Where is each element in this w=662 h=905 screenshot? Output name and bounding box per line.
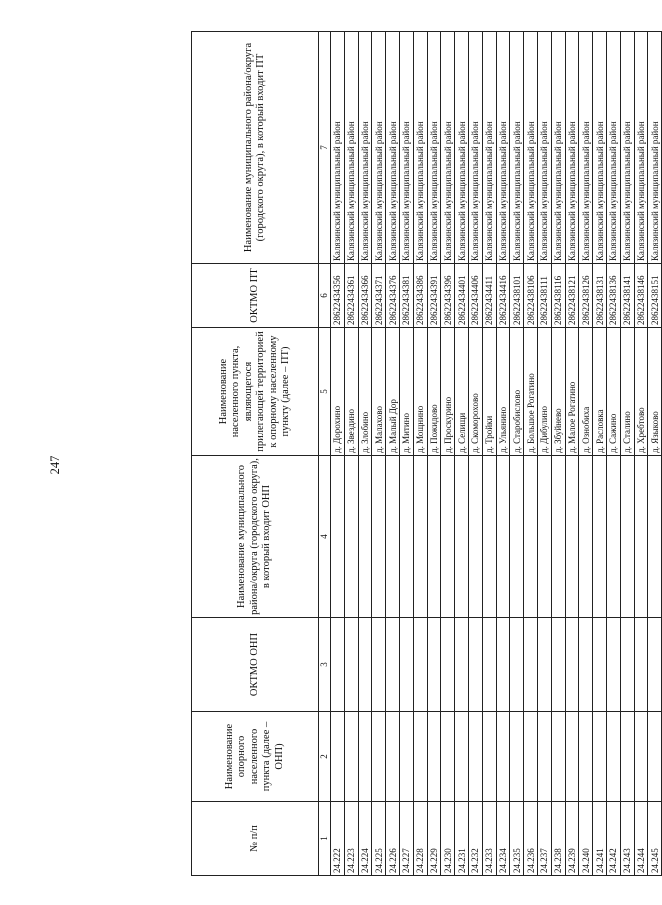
pt-name-cell: д. Хребтово <box>634 328 648 456</box>
table-row <box>468 32 482 876</box>
onp-oktmo-cell <box>551 618 565 712</box>
table-row <box>634 32 648 876</box>
onp-name-cell <box>455 712 469 802</box>
table-row <box>565 32 579 876</box>
column-number: 7 <box>319 32 331 264</box>
pt-district-cell: Калязинский муниципальный район <box>551 32 565 264</box>
onp-oktmo-cell <box>468 618 482 712</box>
pt-district-cell: Калязинский муниципальный район <box>496 32 510 264</box>
onp-name-cell <box>510 712 524 802</box>
pt-name-cell: д. Ульянино <box>496 328 510 456</box>
pt-oktmo-cell: 28622438141 <box>620 264 634 328</box>
onp-oktmo-cell <box>565 618 579 712</box>
onp-name-cell <box>399 712 413 802</box>
pt-name-cell: д. Дибулино <box>537 328 551 456</box>
row-number: 24.227 <box>399 802 413 876</box>
pt-district-cell: Калязинский муниципальный район <box>413 32 427 264</box>
pt-name-cell: д. Малый Дор <box>386 328 400 456</box>
settlements-table <box>191 31 662 876</box>
onp-district-cell <box>524 456 538 618</box>
row-number: 24.237 <box>537 802 551 876</box>
table-row <box>620 32 634 876</box>
pt-name-cell: д. Збуйнево <box>551 328 565 456</box>
column-number: 2 <box>319 712 331 802</box>
onp-oktmo-cell <box>620 618 634 712</box>
pt-oktmo-cell: 28622434386 <box>413 264 427 328</box>
row-number: 24.225 <box>372 802 386 876</box>
table-row <box>648 32 662 876</box>
onp-district-cell <box>510 456 524 618</box>
onp-name-cell <box>565 712 579 802</box>
pt-name-cell: д. Селищи <box>455 328 469 456</box>
onp-name-cell <box>606 712 620 802</box>
pt-name-cell: д. Мощнино <box>413 328 427 456</box>
pt-name-cell: д. Языково <box>648 328 662 456</box>
pt-district-cell: Калязинский муниципальный район <box>606 32 620 264</box>
row-number: 24.234 <box>496 802 510 876</box>
pt-oktmo-cell: 28622434356 <box>331 264 345 328</box>
pt-oktmo-cell: 28622438101 <box>510 264 524 328</box>
table-row <box>441 32 455 876</box>
column-number: 5 <box>319 328 331 456</box>
onp-district-cell <box>441 456 455 618</box>
row-number: 24.232 <box>468 802 482 876</box>
table-row <box>399 32 413 876</box>
onp-oktmo-cell <box>427 618 441 712</box>
table-row <box>372 32 386 876</box>
row-number: 24.238 <box>551 802 565 876</box>
onp-oktmo-cell <box>593 618 607 712</box>
pt-district-cell: Калязинский муниципальный район <box>372 32 386 264</box>
pt-district-cell: Калязинский муниципальный район <box>510 32 524 264</box>
onp-name-cell <box>496 712 510 802</box>
pt-name-cell: д. Ознобиха <box>579 328 593 456</box>
pt-name-cell: д. Звездино <box>344 328 358 456</box>
column-number: 4 <box>319 456 331 618</box>
onp-name-cell <box>331 712 345 802</box>
pt-district-cell: Калязинский муниципальный район <box>593 32 607 264</box>
onp-oktmo-cell <box>524 618 538 712</box>
pt-name-cell: д. Проскурино <box>441 328 455 456</box>
pt-district-cell: Калязинский муниципальный район <box>524 32 538 264</box>
onp-name-cell <box>441 712 455 802</box>
table-row <box>482 32 496 876</box>
onp-oktmo-cell <box>413 618 427 712</box>
page-number: 247 <box>48 455 62 475</box>
pt-name-cell: д. Старобислово <box>510 328 524 456</box>
pt-district-cell: Калязинский муниципальный район <box>455 32 469 264</box>
row-number: 24.226 <box>386 802 400 876</box>
column-number: 6 <box>319 264 331 328</box>
row-number: 24.244 <box>634 802 648 876</box>
onp-oktmo-cell <box>537 618 551 712</box>
pt-name-cell: д. Малахово <box>372 328 386 456</box>
table-row <box>344 32 358 876</box>
onp-district-cell <box>579 456 593 618</box>
onp-name-cell <box>648 712 662 802</box>
table-row <box>524 32 538 876</box>
table-header <box>192 32 319 876</box>
onp-district-cell <box>496 456 510 618</box>
pt-name-cell: д. Расловка <box>593 328 607 456</box>
pt-oktmo-cell: 28622434396 <box>441 264 455 328</box>
onp-name-cell <box>413 712 427 802</box>
pt-district-cell: Калязинский муниципальный район <box>358 32 372 264</box>
table-body <box>331 32 662 876</box>
onp-oktmo-cell <box>634 618 648 712</box>
pt-district-cell: Калязинский муниципальный район <box>331 32 345 264</box>
pt-district-cell: Калязинский муниципальный район <box>565 32 579 264</box>
header-row-number: № п/п <box>192 802 319 876</box>
table-row <box>331 32 345 876</box>
pt-district-cell: Калязинский муниципальный район <box>482 32 496 264</box>
pt-oktmo-cell: 28622438136 <box>606 264 620 328</box>
row-number: 24.222 <box>331 802 345 876</box>
row-number: 24.229 <box>427 802 441 876</box>
onp-name-cell <box>386 712 400 802</box>
table-row <box>496 32 510 876</box>
onp-oktmo-cell <box>399 618 413 712</box>
header-onp-oktmo: ОКТМО ОНП <box>192 618 319 712</box>
column-number: 1 <box>319 802 331 876</box>
onp-name-cell <box>634 712 648 802</box>
onp-oktmo-cell <box>455 618 469 712</box>
onp-oktmo-cell <box>482 618 496 712</box>
onp-name-cell <box>537 712 551 802</box>
pt-oktmo-cell: 28622438106 <box>524 264 538 328</box>
settlements-table-container <box>191 32 660 876</box>
pt-oktmo-cell: 28622434406 <box>468 264 482 328</box>
table-row <box>413 32 427 876</box>
table-row <box>537 32 551 876</box>
row-number: 24.233 <box>482 802 496 876</box>
onp-district-cell <box>399 456 413 618</box>
pt-district-cell: Калязинский муниципальный район <box>441 32 455 264</box>
table-row <box>386 32 400 876</box>
table-row <box>510 32 524 876</box>
pt-oktmo-cell: 28622434411 <box>482 264 496 328</box>
onp-oktmo-cell <box>510 618 524 712</box>
pt-oktmo-cell: 28622438146 <box>634 264 648 328</box>
pt-oktmo-cell: 28622438126 <box>579 264 593 328</box>
onp-district-cell <box>427 456 441 618</box>
row-number: 24.242 <box>606 802 620 876</box>
header-onp-name: Наименование опорного населенного пункта (далее – ОНП) <box>192 712 319 802</box>
pt-name-cell: д. Злобино <box>358 328 372 456</box>
pt-oktmo-cell: 28622438116 <box>551 264 565 328</box>
onp-name-cell <box>579 712 593 802</box>
column-number-row <box>319 32 331 876</box>
pt-name-cell: д. Митино <box>399 328 413 456</box>
row-number: 24.243 <box>620 802 634 876</box>
row-number: 24.245 <box>648 802 662 876</box>
table-row <box>551 32 565 876</box>
row-number: 24.231 <box>455 802 469 876</box>
onp-district-cell <box>482 456 496 618</box>
onp-district-cell <box>358 456 372 618</box>
pt-name-cell: д. Тройки <box>482 328 496 456</box>
pt-oktmo-cell: 28622434416 <box>496 264 510 328</box>
onp-oktmo-cell <box>372 618 386 712</box>
pt-name-cell: д. Сажино <box>606 328 620 456</box>
pt-name-cell: д. Малое Рогатино <box>565 328 579 456</box>
pt-name-cell: д. Пожидово <box>427 328 441 456</box>
pt-district-cell: Калязинский муниципальный район <box>386 32 400 264</box>
pt-district-cell: Калязинский муниципальный район <box>427 32 441 264</box>
onp-district-cell <box>455 456 469 618</box>
pt-oktmo-cell: 28622434401 <box>455 264 469 328</box>
onp-oktmo-cell <box>331 618 345 712</box>
row-number: 24.240 <box>579 802 593 876</box>
pt-oktmo-cell: 28622434371 <box>372 264 386 328</box>
pt-district-cell: Калязинский муниципальный район <box>634 32 648 264</box>
header-pt-name: Наименование населенного пункта, являющегося прилегающей территорией к опорному населенному пункту (далее – ПТ) <box>192 328 319 456</box>
pt-oktmo-cell: 28622434391 <box>427 264 441 328</box>
row-number: 24.228 <box>413 802 427 876</box>
onp-district-cell <box>606 456 620 618</box>
onp-oktmo-cell <box>496 618 510 712</box>
pt-oktmo-cell: 28622434361 <box>344 264 358 328</box>
onp-district-cell <box>537 456 551 618</box>
onp-name-cell <box>358 712 372 802</box>
table-row <box>455 32 469 876</box>
onp-oktmo-cell <box>344 618 358 712</box>
pt-oktmo-cell: 28622434376 <box>386 264 400 328</box>
table-row <box>358 32 372 876</box>
column-number: 3 <box>319 618 331 712</box>
row-number: 24.236 <box>524 802 538 876</box>
onp-oktmo-cell <box>358 618 372 712</box>
onp-name-cell <box>427 712 441 802</box>
header-pt-oktmo: ОКТМО ПТ <box>192 264 319 328</box>
onp-name-cell <box>468 712 482 802</box>
onp-district-cell <box>386 456 400 618</box>
pt-oktmo-cell: 28622438121 <box>565 264 579 328</box>
onp-oktmo-cell <box>648 618 662 712</box>
table-row <box>579 32 593 876</box>
onp-name-cell <box>620 712 634 802</box>
onp-district-cell <box>468 456 482 618</box>
pt-name-cell: д. Дорохино <box>331 328 345 456</box>
pt-district-cell: Калязинский муниципальный район <box>579 32 593 264</box>
pt-district-cell: Калязинский муниципальный район <box>399 32 413 264</box>
pt-oktmo-cell: 28622434381 <box>399 264 413 328</box>
row-number: 24.241 <box>593 802 607 876</box>
pt-name-cell: д. Сталино <box>620 328 634 456</box>
pt-district-cell: Калязинский муниципальный район <box>620 32 634 264</box>
row-number: 24.239 <box>565 802 579 876</box>
pt-district-cell: Калязинский муниципальный район <box>468 32 482 264</box>
table-row <box>606 32 620 876</box>
onp-oktmo-cell <box>579 618 593 712</box>
onp-district-cell <box>565 456 579 618</box>
pt-oktmo-cell: 28622434366 <box>358 264 372 328</box>
onp-district-cell <box>344 456 358 618</box>
header-pt-district: Наименование муниципального района/округа (городского округа), в который входит ПТ <box>192 32 319 264</box>
pt-name-cell: д. Большое Рогатино <box>524 328 538 456</box>
onp-oktmo-cell <box>606 618 620 712</box>
header-onp-district: Наименование муниципального района/округа (городского округа), в который входит ОНП <box>192 456 319 618</box>
pt-oktmo-cell: 28622438151 <box>648 264 662 328</box>
onp-district-cell <box>634 456 648 618</box>
onp-district-cell <box>648 456 662 618</box>
onp-district-cell <box>593 456 607 618</box>
onp-oktmo-cell <box>386 618 400 712</box>
onp-name-cell <box>593 712 607 802</box>
onp-name-cell <box>372 712 386 802</box>
onp-name-cell <box>524 712 538 802</box>
onp-name-cell <box>551 712 565 802</box>
onp-name-cell <box>344 712 358 802</box>
pt-district-cell: Калязинский муниципальный район <box>648 32 662 264</box>
onp-district-cell <box>413 456 427 618</box>
pt-oktmo-cell: 28622438131 <box>593 264 607 328</box>
row-number: 24.224 <box>358 802 372 876</box>
pt-district-cell: Калязинский муниципальный район <box>537 32 551 264</box>
onp-district-cell <box>620 456 634 618</box>
onp-district-cell <box>551 456 565 618</box>
row-number: 24.235 <box>510 802 524 876</box>
onp-district-cell <box>331 456 345 618</box>
table-row <box>427 32 441 876</box>
row-number: 24.230 <box>441 802 455 876</box>
pt-name-cell: д. Скомороховo <box>468 328 482 456</box>
pt-oktmo-cell: 28622438111 <box>537 264 551 328</box>
onp-district-cell <box>372 456 386 618</box>
row-number: 24.223 <box>344 802 358 876</box>
onp-name-cell <box>482 712 496 802</box>
onp-oktmo-cell <box>441 618 455 712</box>
table-row <box>593 32 607 876</box>
pt-district-cell: Калязинский муниципальный район <box>344 32 358 264</box>
